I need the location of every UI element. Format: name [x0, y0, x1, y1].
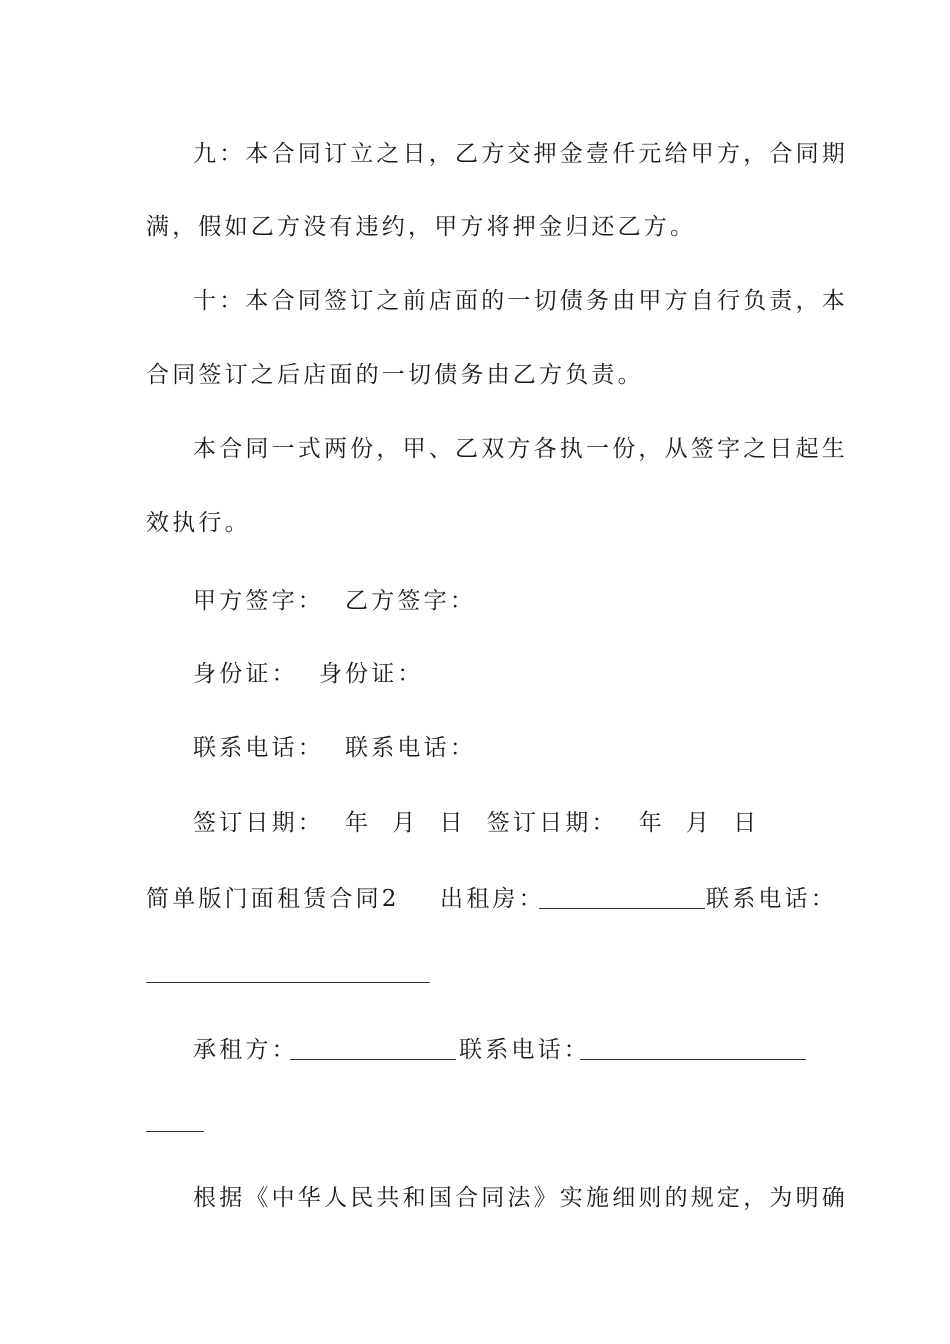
clause-9-line-2: 满，假如乙方没有违约，甲方将押金归还乙方。 — [146, 214, 697, 240]
lessee-phone-blank-continued[interactable] — [146, 1131, 204, 1132]
contract-2-title-text: 简单版门面租赁合同2 — [146, 886, 400, 912]
clause-10-line-2: 合同签订之后店面的一切债务由乙方负责。 — [146, 362, 644, 388]
clause-9-line-1: 九：本合同订立之日，乙方交押金壹仟元给甲方，合同期 — [193, 141, 848, 167]
clause-10-line-1: 十：本合同签订之前店面的一切债务由甲方自行负责，本 — [193, 288, 848, 314]
copies-clause-line-2: 效执行。 — [146, 510, 251, 536]
lessee-phone-blank[interactable] — [580, 1059, 806, 1060]
lessee-label: 承租方： — [193, 1037, 298, 1063]
lessor-label: 出租房： — [440, 886, 545, 912]
lessee-name-blank[interactable] — [290, 1059, 456, 1060]
lessor-phone-label: 联系电话： — [706, 886, 837, 912]
lessee-phone-label: 联系电话： — [459, 1037, 590, 1063]
lessee-line — [193, 1035, 590, 1065]
lessor-phone-blank[interactable] — [146, 982, 430, 983]
lessor-name-blank[interactable] — [539, 908, 705, 909]
phone-line: 联系电话： 联系电话： — [193, 735, 477, 761]
copies-clause-line-1: 本合同一式两份，甲、乙双方各执一份，从签字之日起生 — [193, 436, 848, 462]
signature-line: 甲方签字： 乙方签字： — [193, 588, 477, 614]
contract-basis-line-1: 根据《中华人民共和国合同法》实施细则的规定，为明确 — [193, 1185, 848, 1211]
id-card-line: 身份证： 身份证： — [193, 661, 424, 687]
date-line: 签订日期： 年 月 日 签订日期： 年 月 日 — [193, 810, 760, 836]
contract-2-title — [146, 884, 837, 914]
